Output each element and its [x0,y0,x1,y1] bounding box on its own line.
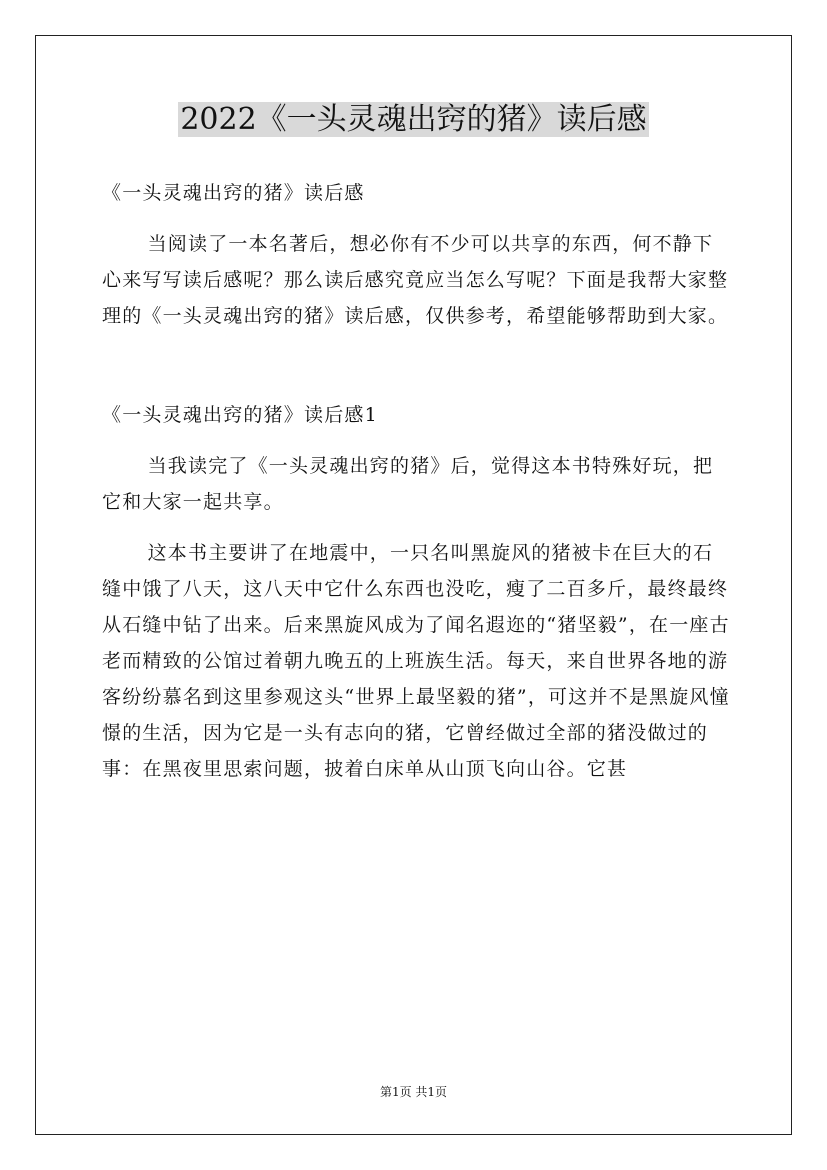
blank-line [102,349,730,397]
section-heading: 《一头灵魂出窍的猪》读后感1 [102,404,378,426]
body-paragraph: 这本书主要讲了在地震中，一只名叫黑旋风的猪被卡在巨大的石缝中饿了八天，这八天中它什么东西也没吃，瘦了二百多斤，最终最终从石缝中钻了出来。后来黑旋风成为了闻名遐迩的“猪坚毅”，在一座古老而精致的公馆过着朝九晚五的上班族生活。每天，来自世界各地的游客纷纷慕名到这里参观这头“世界上最坚毅的猪”，可这并不是黑旋风憧憬的生活，因为它是一头有志向的猪，它曾经做过全部的猪没做过的事：在黑夜里思索问题，披着白床单从山顶飞向山谷。它甚 [102,542,730,780]
body-paragraph: 当阅读了一本名著后，想必你有不少可以共享的东西，何不静下心来写写读后感呢？那么读后感究竟应当怎么写呢？下面是我帮大家整理的《一头灵魂出窍的猪》读后感，仅供参考，希望能够帮助到大家。 [102,233,729,327]
document-title-text: 2022《一头灵魂出窍的猪》读后感 [180,102,647,137]
document-title [0,100,827,140]
body-paragraph: 当我读完了《一头灵魂出窍的猪》后，觉得这本书特殊好玩，把它和大家一起共享。 [102,455,714,513]
page-footer: 第1页 共1页 [379,1085,448,1099]
document-body [102,175,730,802]
section-heading: 《一头灵魂出窍的猪》读后感 [102,182,365,204]
